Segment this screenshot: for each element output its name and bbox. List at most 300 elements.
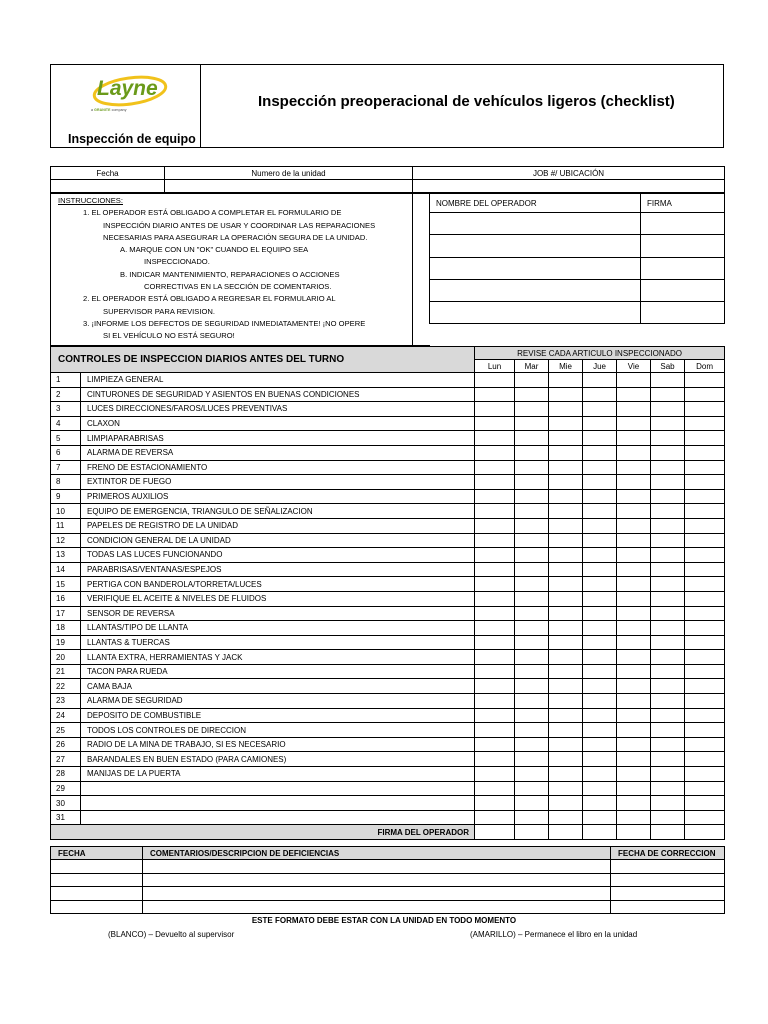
- comment-field[interactable]: [143, 860, 611, 873]
- check-cell[interactable]: [651, 577, 685, 592]
- instruction-line: SUPERVISOR PARA REVISION.: [103, 306, 215, 316]
- check-cell[interactable]: [549, 694, 583, 709]
- check-cell[interactable]: [651, 373, 685, 388]
- checklist-row: [51, 767, 725, 782]
- check-cell[interactable]: [651, 781, 685, 796]
- check-cell[interactable]: [515, 723, 549, 738]
- check-cell[interactable]: [515, 504, 549, 519]
- sign-cell-mie[interactable]: [549, 825, 583, 840]
- operator-name-field[interactable]: [430, 235, 641, 257]
- item-label: LLANTAS/TIPO DE LLANTA: [81, 621, 475, 636]
- check-cell[interactable]: [651, 387, 685, 402]
- check-cell[interactable]: [475, 460, 515, 475]
- check-cell[interactable]: [475, 679, 515, 694]
- form-header: [50, 64, 724, 148]
- item-label: CINTURONES DE SEGURIDAD Y ASIENTOS EN BUENAS CONDICIONES: [81, 387, 475, 402]
- check-cell[interactable]: [515, 475, 549, 490]
- check-cell[interactable]: [583, 679, 617, 694]
- check-cell[interactable]: [475, 650, 515, 665]
- day-header: Jue: [583, 360, 617, 373]
- check-cell[interactable]: [583, 752, 617, 767]
- check-cell[interactable]: [685, 767, 725, 782]
- check-cell[interactable]: [475, 431, 515, 446]
- check-cell[interactable]: [617, 577, 651, 592]
- check-cell[interactable]: [475, 577, 515, 592]
- check-cell[interactable]: [685, 562, 725, 577]
- check-cell[interactable]: [617, 723, 651, 738]
- check-cell[interactable]: [583, 767, 617, 782]
- check-cell[interactable]: [583, 533, 617, 548]
- check-cell[interactable]: [515, 460, 549, 475]
- check-cell[interactable]: [515, 635, 549, 650]
- item-label: TODOS LOS CONTROLES DE DIRECCION: [81, 723, 475, 738]
- check-cell[interactable]: [549, 635, 583, 650]
- check-cell[interactable]: [583, 591, 617, 606]
- check-cell[interactable]: [583, 723, 617, 738]
- check-cell[interactable]: [475, 767, 515, 782]
- check-cell[interactable]: [651, 694, 685, 709]
- check-cell[interactable]: [515, 489, 549, 504]
- correction-date-field[interactable]: [611, 873, 725, 886]
- check-cell[interactable]: [549, 460, 583, 475]
- check-cell[interactable]: [475, 810, 515, 825]
- check-cell[interactable]: [617, 533, 651, 548]
- operator-sign-field[interactable]: [641, 235, 725, 257]
- check-cell[interactable]: [549, 810, 583, 825]
- check-cell[interactable]: [549, 591, 583, 606]
- check-cell[interactable]: [583, 489, 617, 504]
- check-cell[interactable]: [515, 562, 549, 577]
- check-cell[interactable]: [475, 548, 515, 563]
- check-cell[interactable]: [583, 475, 617, 490]
- check-cell[interactable]: [515, 431, 549, 446]
- check-cell[interactable]: [583, 431, 617, 446]
- check-cell[interactable]: [475, 489, 515, 504]
- check-cell[interactable]: [685, 796, 725, 811]
- check-cell[interactable]: [549, 373, 583, 388]
- check-cell[interactable]: [651, 445, 685, 460]
- check-cell[interactable]: [617, 504, 651, 519]
- checklist-row: [51, 562, 725, 577]
- check-cell[interactable]: [617, 650, 651, 665]
- check-cell[interactable]: [651, 650, 685, 665]
- item-number: 31: [51, 810, 81, 825]
- check-cell[interactable]: [685, 621, 725, 636]
- check-cell[interactable]: [685, 723, 725, 738]
- check-cell[interactable]: [651, 591, 685, 606]
- instructions-box: [50, 193, 413, 346]
- check-cell[interactable]: [685, 402, 725, 417]
- correction-date-field[interactable]: [611, 860, 725, 873]
- check-cell[interactable]: [583, 781, 617, 796]
- check-cell[interactable]: [651, 431, 685, 446]
- check-cell[interactable]: [651, 752, 685, 767]
- operator-name-field[interactable]: [430, 257, 641, 279]
- check-cell[interactable]: [475, 387, 515, 402]
- check-cell[interactable]: [651, 635, 685, 650]
- check-cell[interactable]: [549, 621, 583, 636]
- check-cell[interactable]: [549, 781, 583, 796]
- instruction-line: INSPECCIONADO.: [144, 257, 210, 267]
- check-cell[interactable]: [685, 810, 725, 825]
- check-cell[interactable]: [651, 504, 685, 519]
- check-cell[interactable]: [617, 475, 651, 490]
- check-cell[interactable]: [651, 767, 685, 782]
- item-label: [81, 781, 475, 796]
- check-cell[interactable]: [583, 606, 617, 621]
- item-number: 27: [51, 752, 81, 767]
- check-cell[interactable]: [515, 810, 549, 825]
- check-cell[interactable]: [685, 650, 725, 665]
- check-cell[interactable]: [617, 518, 651, 533]
- check-cell[interactable]: [475, 708, 515, 723]
- comment-field[interactable]: [143, 900, 611, 913]
- check-cell[interactable]: [651, 664, 685, 679]
- instruction-line: A. MARQUE CON UN "OK" CUANDO EL EQUIPO SEA: [120, 245, 309, 255]
- check-cell[interactable]: [685, 445, 725, 460]
- check-cell[interactable]: [583, 577, 617, 592]
- check-cell[interactable]: [515, 679, 549, 694]
- day-header: Dom: [685, 360, 725, 373]
- check-cell[interactable]: [475, 445, 515, 460]
- check-cell[interactable]: [515, 694, 549, 709]
- item-number: 30: [51, 796, 81, 811]
- item-label: PARABRISAS/VENTANAS/ESPEJOS: [81, 562, 475, 577]
- check-cell[interactable]: [475, 621, 515, 636]
- sign-cell-jue[interactable]: [583, 825, 617, 840]
- check-cell[interactable]: [617, 664, 651, 679]
- check-cell[interactable]: [475, 475, 515, 490]
- check-cell[interactable]: [515, 402, 549, 417]
- check-cell[interactable]: [475, 562, 515, 577]
- check-cell[interactable]: [685, 431, 725, 446]
- job-field[interactable]: [413, 180, 725, 193]
- check-cell[interactable]: [651, 562, 685, 577]
- check-cell[interactable]: [549, 650, 583, 665]
- check-cell[interactable]: [685, 781, 725, 796]
- check-cell[interactable]: [685, 737, 725, 752]
- check-cell[interactable]: [515, 518, 549, 533]
- check-cell[interactable]: [617, 635, 651, 650]
- item-label: RADIO DE LA MINA DE TRABAJO, SI ES NECESARIO: [81, 737, 475, 752]
- check-cell[interactable]: [685, 679, 725, 694]
- check-cell[interactable]: [475, 635, 515, 650]
- check-cell[interactable]: [583, 664, 617, 679]
- item-number: 13: [51, 548, 81, 563]
- check-cell[interactable]: [617, 402, 651, 417]
- operator-name-header: NOMBRE DEL OPERADOR: [430, 194, 641, 213]
- check-cell[interactable]: [515, 577, 549, 592]
- check-cell[interactable]: [549, 518, 583, 533]
- check-cell[interactable]: [617, 752, 651, 767]
- check-cell[interactable]: [515, 445, 549, 460]
- check-cell[interactable]: [617, 416, 651, 431]
- check-cell[interactable]: [549, 416, 583, 431]
- item-label: VERIFIQUE EL ACEITE & NIVELES DE FLUIDOS: [81, 591, 475, 606]
- check-cell[interactable]: [583, 504, 617, 519]
- check-cell[interactable]: [475, 664, 515, 679]
- check-cell[interactable]: [617, 621, 651, 636]
- checklist-row: [51, 606, 725, 621]
- check-cell[interactable]: [685, 475, 725, 490]
- item-number: 26: [51, 737, 81, 752]
- check-cell[interactable]: [617, 445, 651, 460]
- check-cell[interactable]: [651, 737, 685, 752]
- check-cell[interactable]: [651, 533, 685, 548]
- check-cell[interactable]: [617, 810, 651, 825]
- operator-sign-header: FIRMA: [641, 194, 725, 213]
- check-cell[interactable]: [475, 402, 515, 417]
- sign-cell-mar[interactable]: [515, 825, 549, 840]
- check-cell[interactable]: [583, 373, 617, 388]
- check-cell[interactable]: [549, 504, 583, 519]
- check-cell[interactable]: [685, 635, 725, 650]
- check-cell[interactable]: [515, 767, 549, 782]
- check-cell[interactable]: [685, 591, 725, 606]
- check-cell[interactable]: [685, 373, 725, 388]
- operator-sign-field[interactable]: [641, 279, 725, 301]
- check-cell[interactable]: [583, 402, 617, 417]
- check-cell[interactable]: [549, 577, 583, 592]
- check-cell[interactable]: [617, 460, 651, 475]
- comment-date-field[interactable]: [51, 860, 143, 873]
- check-cell[interactable]: [549, 679, 583, 694]
- check-cell[interactable]: [651, 796, 685, 811]
- checklist-row: [51, 402, 725, 417]
- check-cell[interactable]: [583, 810, 617, 825]
- check-cell[interactable]: [549, 387, 583, 402]
- check-cell[interactable]: [651, 460, 685, 475]
- check-cell[interactable]: [515, 606, 549, 621]
- item-number: 20: [51, 650, 81, 665]
- job-header: JOB #/ UBICACIÓN: [413, 167, 725, 180]
- check-cell[interactable]: [617, 562, 651, 577]
- operator-name-field[interactable]: [430, 279, 641, 301]
- comment-field[interactable]: [143, 873, 611, 886]
- check-cell[interactable]: [515, 591, 549, 606]
- operator-sign-field[interactable]: [641, 213, 725, 235]
- item-number: 10: [51, 504, 81, 519]
- check-cell[interactable]: [583, 796, 617, 811]
- check-cell[interactable]: [549, 475, 583, 490]
- check-cell[interactable]: [617, 591, 651, 606]
- item-number: 25: [51, 723, 81, 738]
- check-cell[interactable]: [515, 621, 549, 636]
- check-cell[interactable]: [583, 518, 617, 533]
- operator-sign-field[interactable]: [641, 302, 725, 324]
- check-cell[interactable]: [651, 402, 685, 417]
- check-cell[interactable]: [685, 504, 725, 519]
- check-cell[interactable]: [617, 548, 651, 563]
- check-cell[interactable]: [583, 694, 617, 709]
- check-cell[interactable]: [617, 767, 651, 782]
- check-cell[interactable]: [549, 548, 583, 563]
- check-cell[interactable]: [549, 664, 583, 679]
- check-cell[interactable]: [583, 737, 617, 752]
- operator-sign-field[interactable]: [641, 257, 725, 279]
- check-cell[interactable]: [515, 416, 549, 431]
- check-cell[interactable]: [475, 518, 515, 533]
- check-cell[interactable]: [685, 460, 725, 475]
- check-cell[interactable]: [617, 694, 651, 709]
- check-cell[interactable]: [475, 694, 515, 709]
- check-cell[interactable]: [549, 402, 583, 417]
- sign-cell-vie[interactable]: [617, 825, 651, 840]
- check-cell[interactable]: [549, 723, 583, 738]
- operator-name-field[interactable]: [430, 302, 641, 324]
- item-label: ALARMA DE SEGURIDAD: [81, 694, 475, 709]
- check-cell[interactable]: [651, 518, 685, 533]
- sign-cell-dom[interactable]: [685, 825, 725, 840]
- check-cell[interactable]: [685, 664, 725, 679]
- check-cell[interactable]: [515, 373, 549, 388]
- checklist-body: [51, 373, 725, 825]
- operator-name-field[interactable]: [430, 213, 641, 235]
- checklist-row: [51, 679, 725, 694]
- check-cell[interactable]: [583, 445, 617, 460]
- item-number: 3: [51, 402, 81, 417]
- check-cell[interactable]: [583, 548, 617, 563]
- check-cell[interactable]: [685, 387, 725, 402]
- item-label: ALARMA DE REVERSA: [81, 445, 475, 460]
- check-cell[interactable]: [475, 606, 515, 621]
- comment-date-field[interactable]: [51, 887, 143, 900]
- check-cell[interactable]: [651, 416, 685, 431]
- item-number: 16: [51, 591, 81, 606]
- check-cell[interactable]: [617, 737, 651, 752]
- check-cell[interactable]: [685, 489, 725, 504]
- check-cell[interactable]: [651, 708, 685, 723]
- check-cell[interactable]: [549, 737, 583, 752]
- check-cell[interactable]: [549, 767, 583, 782]
- check-cell[interactable]: [475, 373, 515, 388]
- item-number: 4: [51, 416, 81, 431]
- check-cell[interactable]: [583, 708, 617, 723]
- sign-cell-lun[interactable]: [475, 825, 515, 840]
- correction-date-field[interactable]: [611, 900, 725, 913]
- check-cell[interactable]: [617, 781, 651, 796]
- logo-cell: [51, 65, 201, 147]
- check-cell[interactable]: [515, 737, 549, 752]
- item-label: LUCES DIRECCIONES/FAROS/LUCES PREVENTIVAS: [81, 402, 475, 417]
- check-cell[interactable]: [549, 606, 583, 621]
- check-cell[interactable]: [549, 562, 583, 577]
- check-cell[interactable]: [651, 679, 685, 694]
- item-label: CONDICION GENERAL DE LA UNIDAD: [81, 533, 475, 548]
- check-cell[interactable]: [617, 373, 651, 388]
- check-cell[interactable]: [475, 752, 515, 767]
- check-cell[interactable]: [583, 635, 617, 650]
- unidad-field[interactable]: [165, 180, 413, 193]
- check-cell[interactable]: [617, 679, 651, 694]
- correction-date-field[interactable]: [611, 887, 725, 900]
- check-cell[interactable]: [475, 591, 515, 606]
- comment-date-field[interactable]: [51, 873, 143, 886]
- checklist-row: [51, 650, 725, 665]
- check-cell[interactable]: [583, 387, 617, 402]
- check-cell[interactable]: [475, 781, 515, 796]
- check-cell[interactable]: [651, 606, 685, 621]
- check-cell[interactable]: [685, 694, 725, 709]
- comments-desc-header: COMENTARIOS/DESCRIPCION DE DEFICIENCIAS: [143, 847, 611, 860]
- check-cell[interactable]: [475, 416, 515, 431]
- check-cell[interactable]: [515, 708, 549, 723]
- check-cell[interactable]: [617, 387, 651, 402]
- check-cell[interactable]: [583, 650, 617, 665]
- check-cell[interactable]: [617, 796, 651, 811]
- item-number: 15: [51, 577, 81, 592]
- check-cell[interactable]: [549, 445, 583, 460]
- comment-field[interactable]: [143, 887, 611, 900]
- check-cell[interactable]: [549, 752, 583, 767]
- check-cell[interactable]: [475, 723, 515, 738]
- check-cell[interactable]: [651, 621, 685, 636]
- check-cell[interactable]: [583, 460, 617, 475]
- instruction-line: CORRECTIVAS EN LA SECCIÓN DE COMENTARIOS.: [144, 282, 332, 292]
- check-cell[interactable]: [685, 533, 725, 548]
- check-cell[interactable]: [685, 606, 725, 621]
- check-cell[interactable]: [549, 796, 583, 811]
- check-cell[interactable]: [685, 752, 725, 767]
- check-cell[interactable]: [583, 416, 617, 431]
- check-cell[interactable]: [685, 577, 725, 592]
- check-cell[interactable]: [651, 548, 685, 563]
- check-cell[interactable]: [685, 416, 725, 431]
- check-cell[interactable]: [475, 504, 515, 519]
- check-cell[interactable]: [617, 606, 651, 621]
- check-cell[interactable]: [549, 533, 583, 548]
- instruction-line: B. INDICAR MANTENIMIENTO, REPARACIONES O ACCIONES: [120, 269, 340, 279]
- sign-cell-sab[interactable]: [651, 825, 685, 840]
- check-cell[interactable]: [549, 708, 583, 723]
- checklist-row: [51, 737, 725, 752]
- check-cell[interactable]: [515, 533, 549, 548]
- footer-notice: ESTE FORMATO DEBE ESTAR CON LA UNIDAD EN TODO MOMENTO: [251, 916, 517, 925]
- comment-date-field[interactable]: [51, 900, 143, 913]
- check-cell[interactable]: [475, 533, 515, 548]
- check-cell[interactable]: [549, 489, 583, 504]
- check-cell[interactable]: [685, 518, 725, 533]
- check-cell[interactable]: [515, 548, 549, 563]
- check-cell[interactable]: [617, 708, 651, 723]
- check-cell[interactable]: [515, 650, 549, 665]
- check-cell[interactable]: [583, 621, 617, 636]
- check-cell[interactable]: [685, 708, 725, 723]
- check-cell[interactable]: [617, 489, 651, 504]
- check-cell[interactable]: [475, 796, 515, 811]
- check-cell[interactable]: [515, 387, 549, 402]
- check-cell[interactable]: [617, 431, 651, 446]
- check-cell[interactable]: [651, 489, 685, 504]
- check-cell[interactable]: [475, 737, 515, 752]
- check-cell[interactable]: [685, 548, 725, 563]
- fecha-field[interactable]: [51, 180, 165, 193]
- check-cell[interactable]: [651, 475, 685, 490]
- check-cell[interactable]: [651, 810, 685, 825]
- check-cell[interactable]: [515, 781, 549, 796]
- check-cell[interactable]: [515, 664, 549, 679]
- check-cell[interactable]: [515, 752, 549, 767]
- item-label: FRENO DE ESTACIONAMIENTO: [81, 460, 475, 475]
- logo-text: Layne: [97, 77, 158, 100]
- item-label: [81, 810, 475, 825]
- title-cell: [201, 65, 723, 147]
- check-cell[interactable]: [583, 562, 617, 577]
- check-cell[interactable]: [549, 431, 583, 446]
- check-cell[interactable]: [515, 796, 549, 811]
- check-cell[interactable]: [651, 723, 685, 738]
- checklist-row: [51, 752, 725, 767]
